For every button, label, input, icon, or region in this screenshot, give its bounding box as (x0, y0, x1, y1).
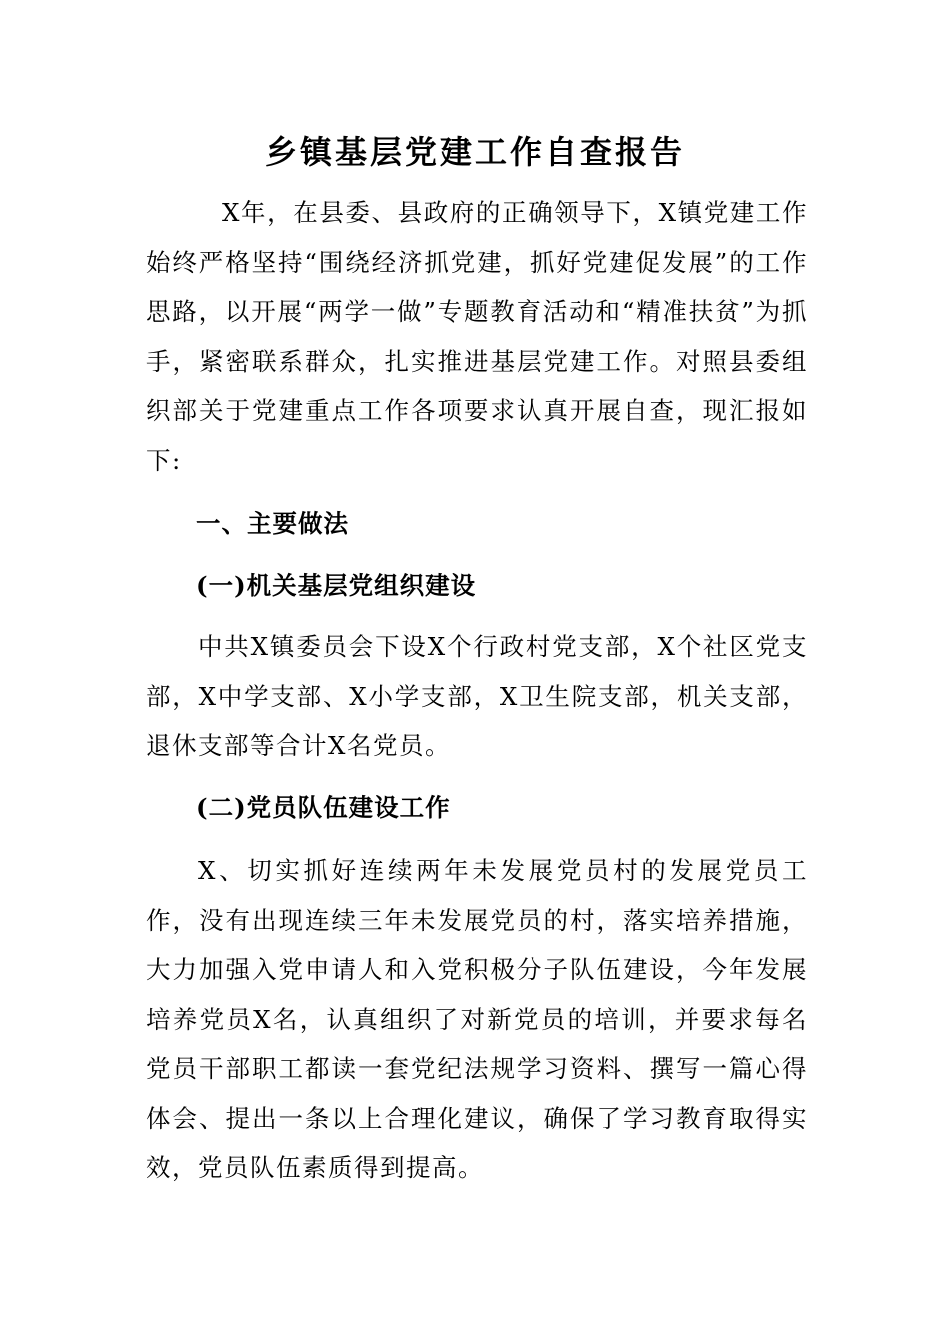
intro-paragraph: X年，在县委、县政府的正确领导下，X镇党建工作始终严格坚持“围绕经济抓党建，抓好党建促发展”的工作思路，以开展“两学一做”专题教育活动和“精准扶贫”为抓手，紧密联系群众，扎实推进基层党建工作。对照县委组织部关于党建重点工作各项要求认真开展自查，现汇报如下: (146, 198, 808, 475)
section-heading-main-practices: 一、主要做法 (196, 509, 349, 538)
document-title: 乡镇基层党建工作自查报告 (264, 133, 685, 171)
party-organization-paragraph: 中共X镇委员会下设X个行政村党支部，X个社区党支部，X中学支部、X小学支部，X卫生院支部，机关支部，退休支部等合计X名党员。 (146, 632, 808, 760)
subsection-heading-member-team: (二)党员队伍建设工作 (196, 793, 451, 822)
subsection-heading-party-organization: (一)机关基层党组织建设 (196, 571, 477, 600)
member-team-paragraph: X、切实抓好连续两年未发展党员村的发展党员工作，没有出现连续三年未发展党员的村，落实培养措施，大力加强入党申请人和入党积极分子队伍建设，今年发展培养党员X名，认真组织了对新党员的培训，并要求每名党员干部职工都读一套党纪法规学习资料、撰写一篇心得体会、提出一条以上合理化建议，确保了学习教育取得实效，党员队伍素质得到提高。 (146, 856, 808, 1182)
